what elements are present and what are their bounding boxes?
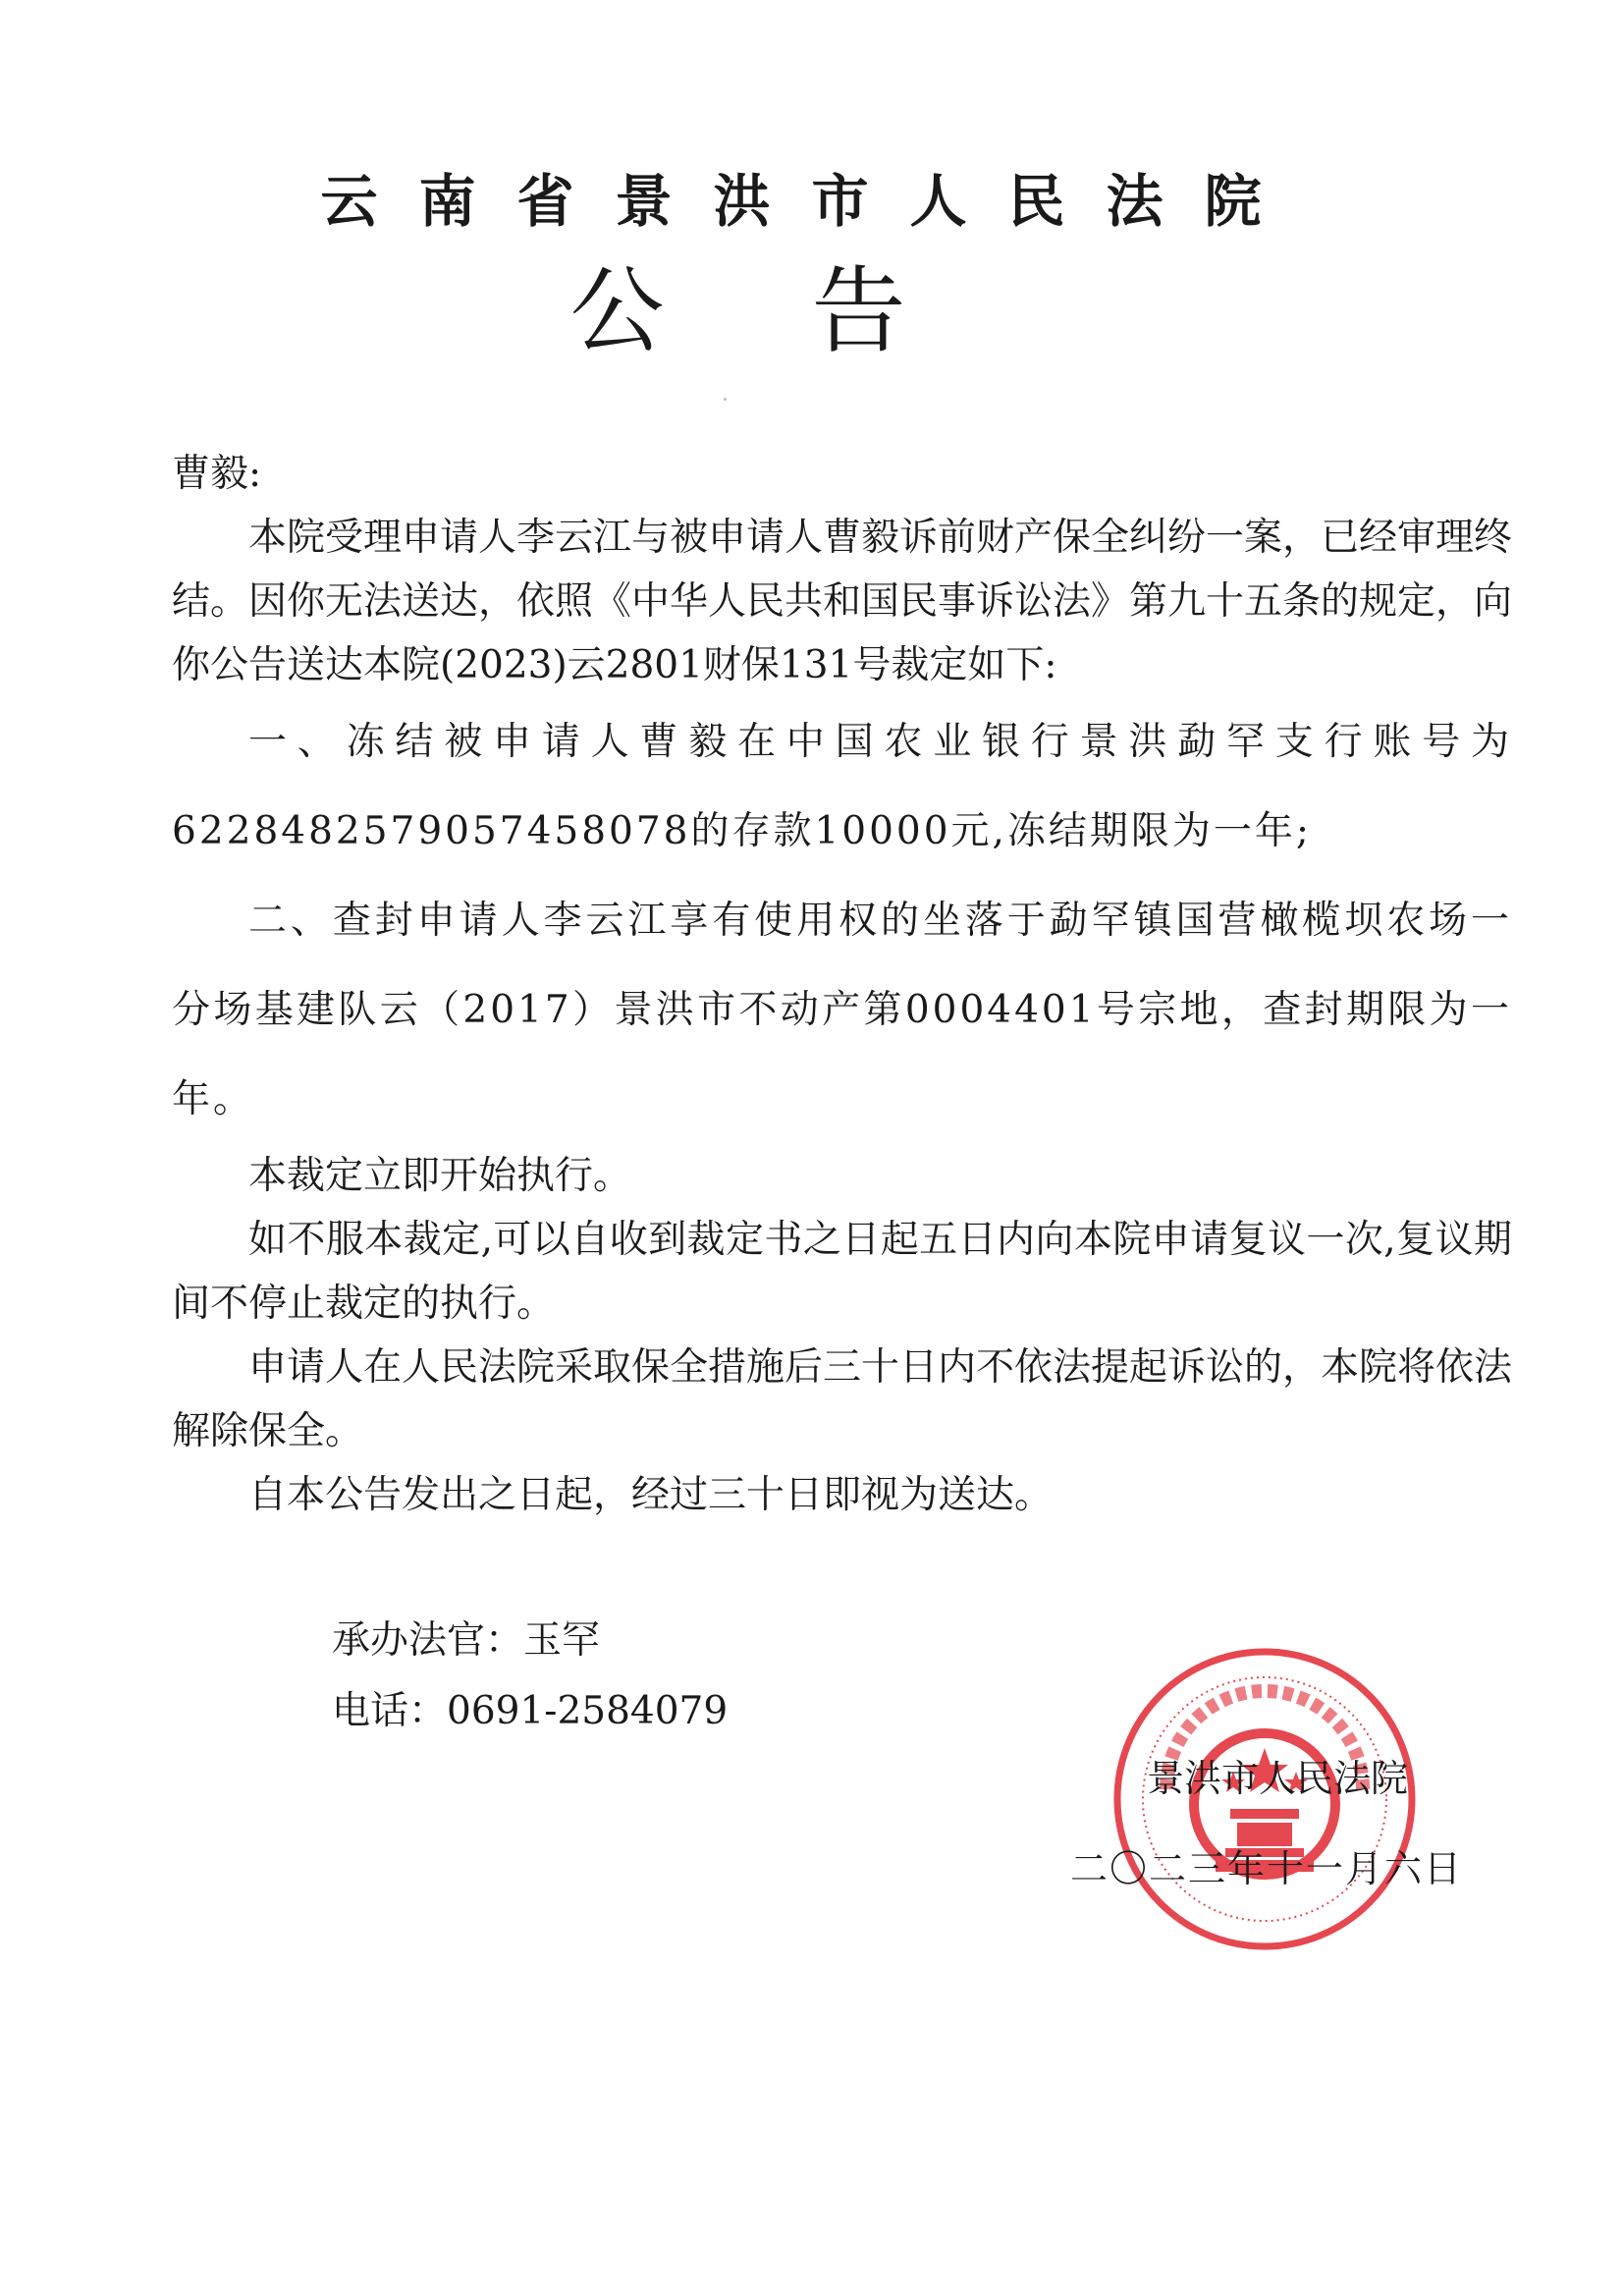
document-type-title: 公告: [569, 256, 1054, 366]
paragraph-execution: 本裁定立即开始执行。: [248, 1154, 632, 1198]
judge-name: 玉罕: [523, 1618, 601, 1663]
paragraph-release: 申请人在人民法院采取保全措施后三十日内不依法提起诉讼的，本院将依法解除保全。: [172, 1345, 1513, 1453]
salutation: 曹毅:: [172, 452, 262, 496]
judge-line: [332, 1606, 728, 1676]
paragraph-case-intro: 本院受理申请人李云江与被申请人曹毅诉前财产保全纠纷一案，已经审理终结。因你无法送达，依照《中华人民共和国民事诉讼法》第九十五条的规定，向你公告送达本院(2023)云2801财保131号裁定如下:: [172, 516, 1513, 687]
contact-info: [332, 1606, 728, 1747]
scan-speck: [724, 398, 727, 401]
paragraph-ruling-freeze: 一、冻结被申请人曹毅在中国农业银行景洪勐罕支行账号为6228482579057458078的存款10000元,冻结期限为一年;: [172, 720, 1512, 853]
court-name-heading: 云南省景洪市人民法院: [320, 168, 1303, 235]
signature-court-name: 景洪市人民法院: [1147, 1757, 1409, 1800]
phone-label: 电话：: [332, 1689, 448, 1733]
phone-number: 0691-2584079: [447, 1689, 729, 1733]
paragraph-ruling-seal-land: 二、查封申请人李云江享有使用权的坐落于勐罕镇国营橄榄坝农场一分场基建队云（2017）景洪市不动产第0004401号宗地，查封期限为一年。: [172, 899, 1512, 1121]
announcement-body: [172, 442, 1512, 1527]
paragraph-reconsideration: 如不服本裁定,可以自收到裁定书之日起五日内向本院申请复议一次,复议期间不停止裁定的执行。: [172, 1218, 1512, 1326]
phone-line: [332, 1676, 728, 1747]
judge-label: 承办法官：: [332, 1618, 524, 1663]
paragraph-service: 自本公告发出之日起，经过三十日即视为送达。: [248, 1473, 1054, 1517]
signature-date: 二〇二三年十一月六日: [1070, 1847, 1464, 1890]
